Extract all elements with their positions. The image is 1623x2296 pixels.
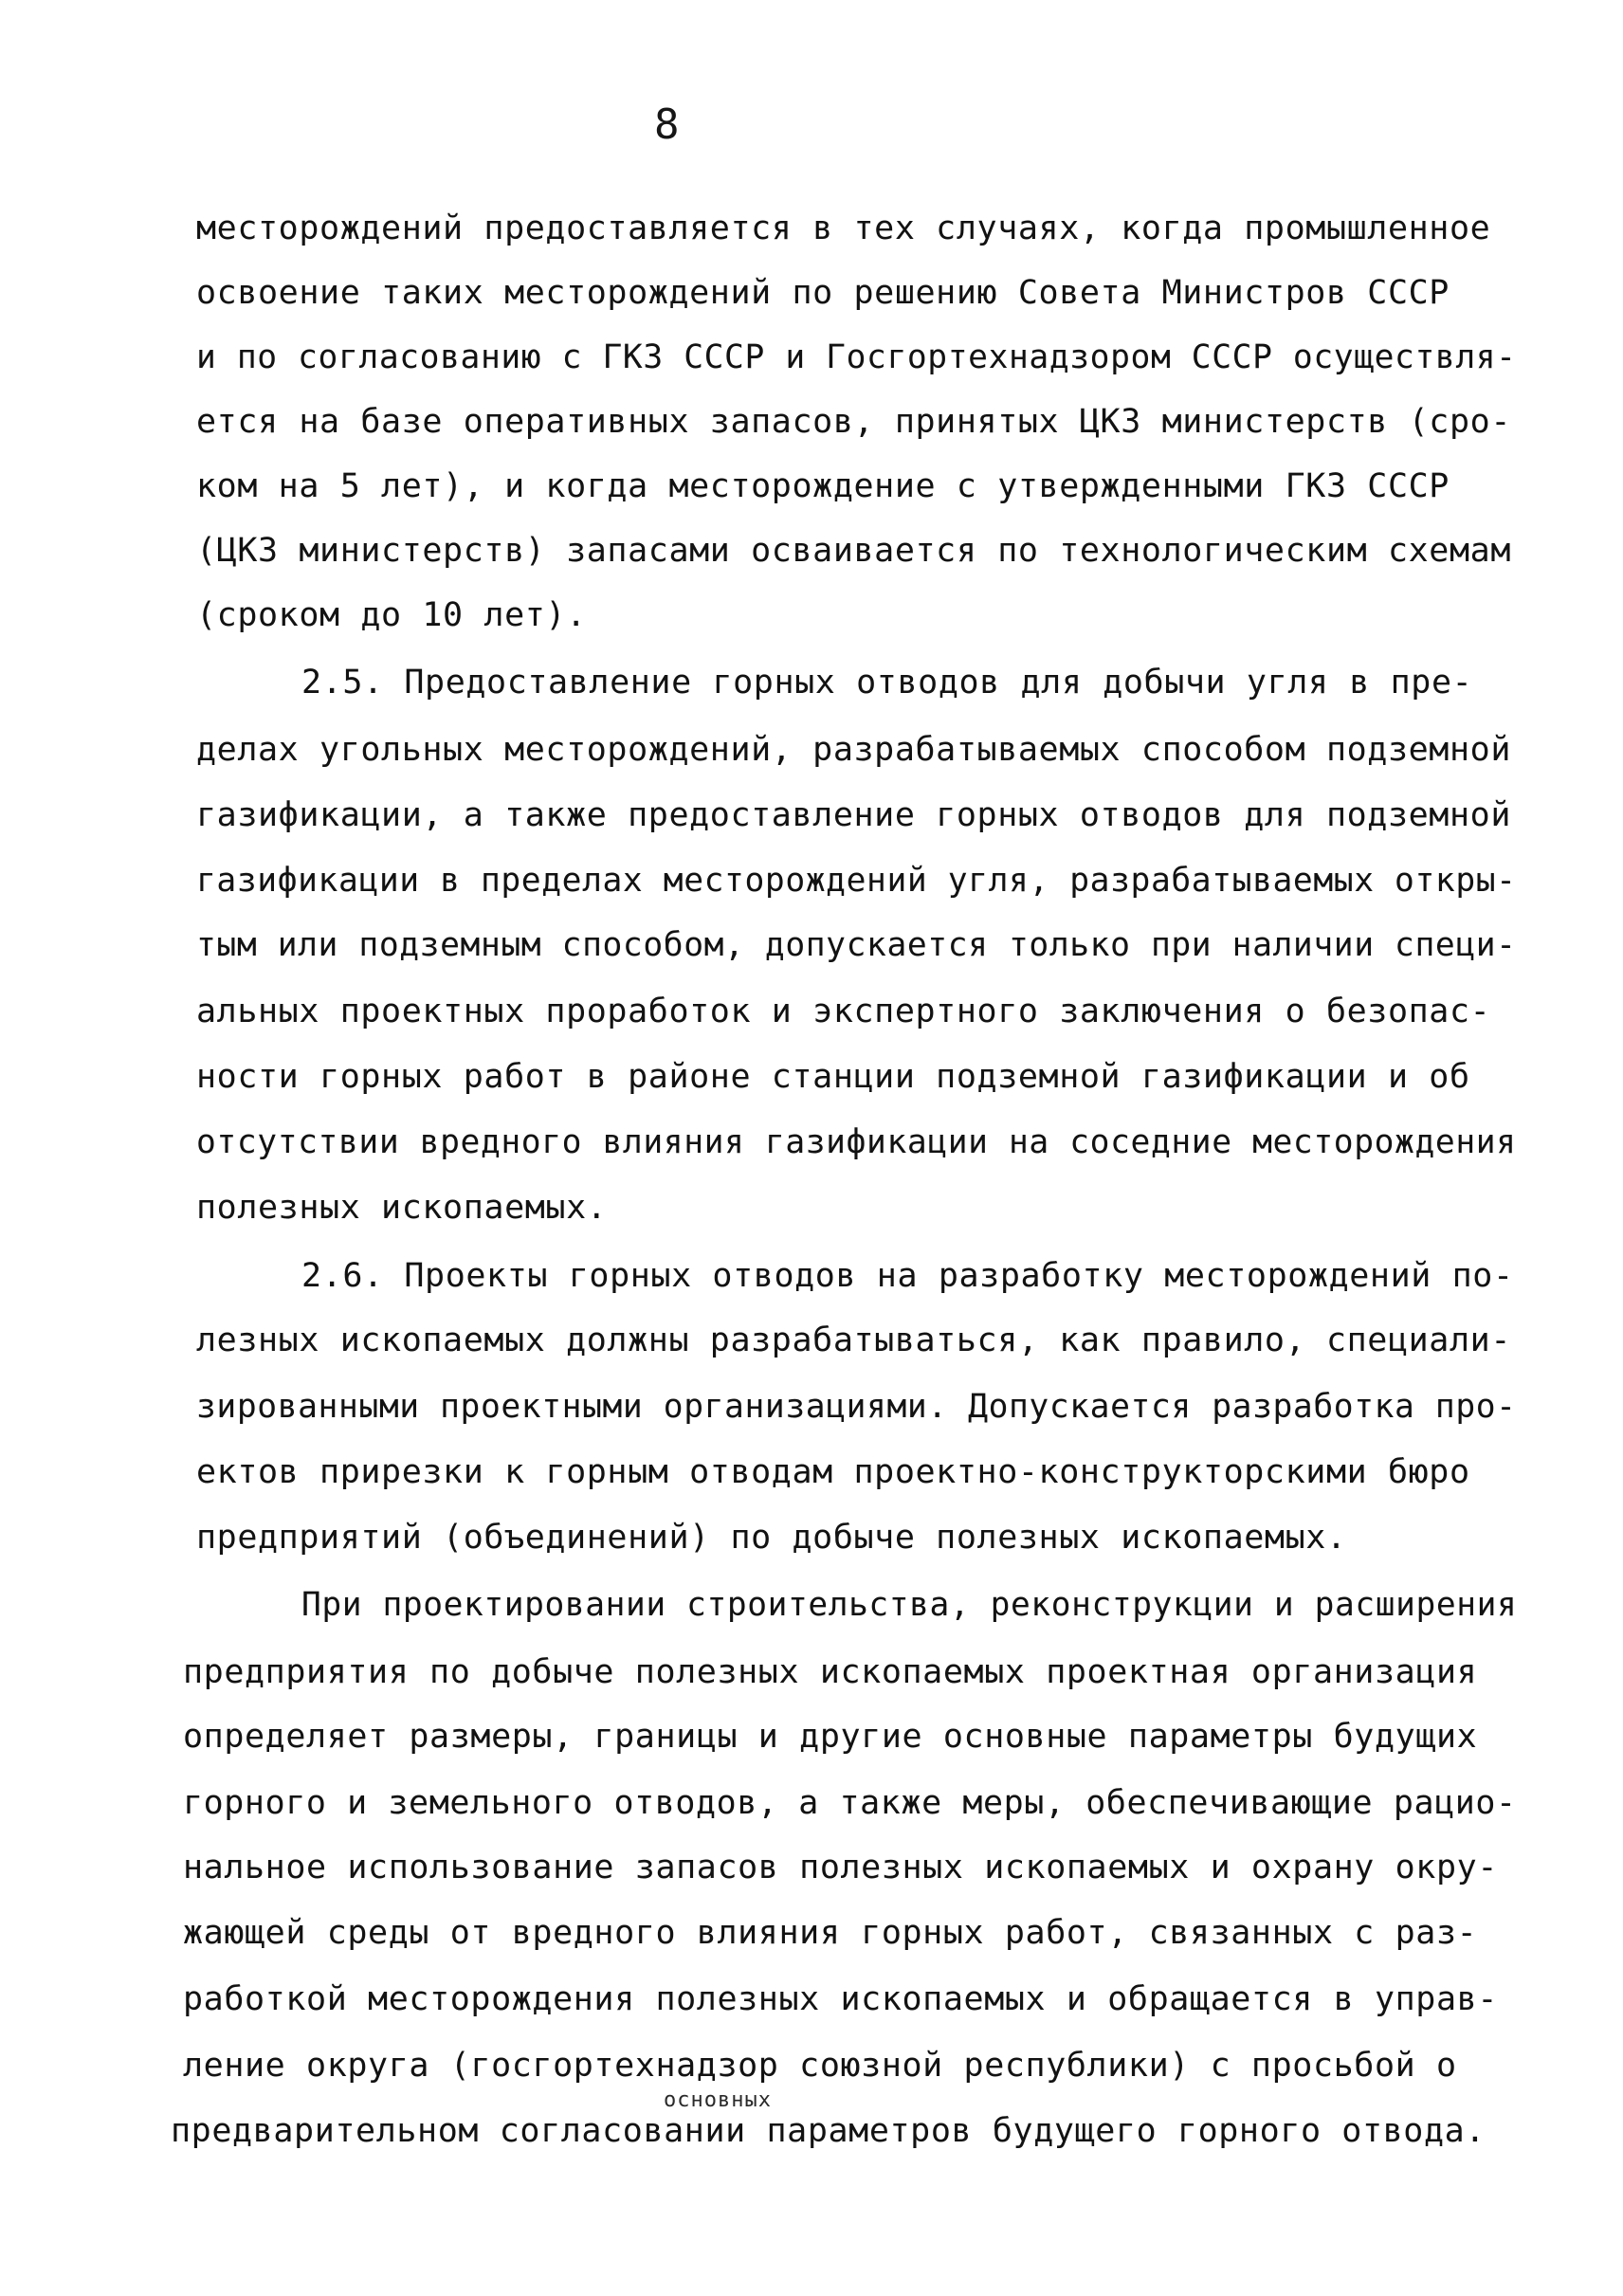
text-line: нальное использование запасов полезных ископаемых и охрану окру-	[183, 1849, 1498, 1886]
text-line: предварительном согласовании параметров будущего горного отвода.	[171, 2112, 1486, 2150]
text-line: отсутствии вредного влияния газификации на соседние месторождения	[196, 1123, 1517, 1161]
text-line: и по согласованию с ГКЗ СССР и Госгортехнадзором СССР осуществля-	[196, 338, 1517, 376]
text-line: ление округа (госгортехнадзор союзной республики) с просьбой о	[183, 2047, 1457, 2085]
text-line: (сроком до 10 лет).	[196, 596, 587, 634]
text-line: жающей среды от вредного влияния горных работ, связанных с раз-	[183, 1914, 1478, 1952]
text-line: полезных ископаемых.	[196, 1189, 608, 1227]
text-line: работкой месторождения полезных ископаемых и обращается в управ-	[183, 1980, 1498, 2018]
text-line: предприятий (объединений) по добыче полезных ископаемых.	[196, 1519, 1347, 1557]
text-line: предприятия по добыче полезных ископаемых проектная организация	[183, 1653, 1478, 1691]
text-line: месторождений предоставляется в тех случаях, когда промышленное	[196, 210, 1491, 247]
text-line: альных проектных проработок и экспертного заключения о безопас-	[196, 993, 1491, 1030]
text-line: ком на 5 лет), и когда месторождение с утвержденными ГКЗ СССР	[196, 467, 1450, 505]
text-line: определяет размеры, границы и другие основные параметры будущих	[183, 1718, 1478, 1756]
text-line: 2.5. Предоставление горных отводов для добычи угля в пре-	[301, 664, 1473, 702]
text-line: лезных ископаемых должны разрабатываться, как правило, специали-	[196, 1321, 1511, 1359]
page-number: 8	[654, 100, 680, 149]
text-line: ности горных работ в районе станции подземной газификации и об	[196, 1058, 1470, 1096]
text-line: делах угольных месторождений, разрабатываемых способом подземной	[196, 731, 1511, 769]
text-line: газификации в пределах месторождений угля, разрабатываемых откры-	[196, 862, 1517, 900]
text-line: (ЦКЗ министерств) запасами осваивается по технологическим схемам	[196, 532, 1511, 570]
text-line: газификации, а также предоставление горных отводов для подземной	[196, 796, 1511, 834]
text-line: тым или подземным способом, допускается только при наличии специ-	[196, 926, 1517, 964]
text-line: зированными проектными организациями. Допускается разработка про-	[196, 1388, 1517, 1426]
text-line: 2.6. Проекты горных отводов на разработку месторождений по-	[301, 1257, 1514, 1295]
text-line: горного и земельного отводов, а также меры, обеспечивающие рацио-	[183, 1784, 1517, 1822]
text-line: При проектировании строительства, реконструкции и расширения	[301, 1586, 1518, 1624]
text-line: освоение таких месторождений по решению Совета Министров СССР	[196, 274, 1450, 312]
handwritten-insertion: основных	[664, 2088, 772, 2112]
text-line: ектов прирезки к горным отводам проектно-конструкторскими бюро	[196, 1453, 1470, 1491]
text-line: ется на базе оперативных запасов, принятых ЦКЗ министерств (сро-	[196, 403, 1511, 441]
